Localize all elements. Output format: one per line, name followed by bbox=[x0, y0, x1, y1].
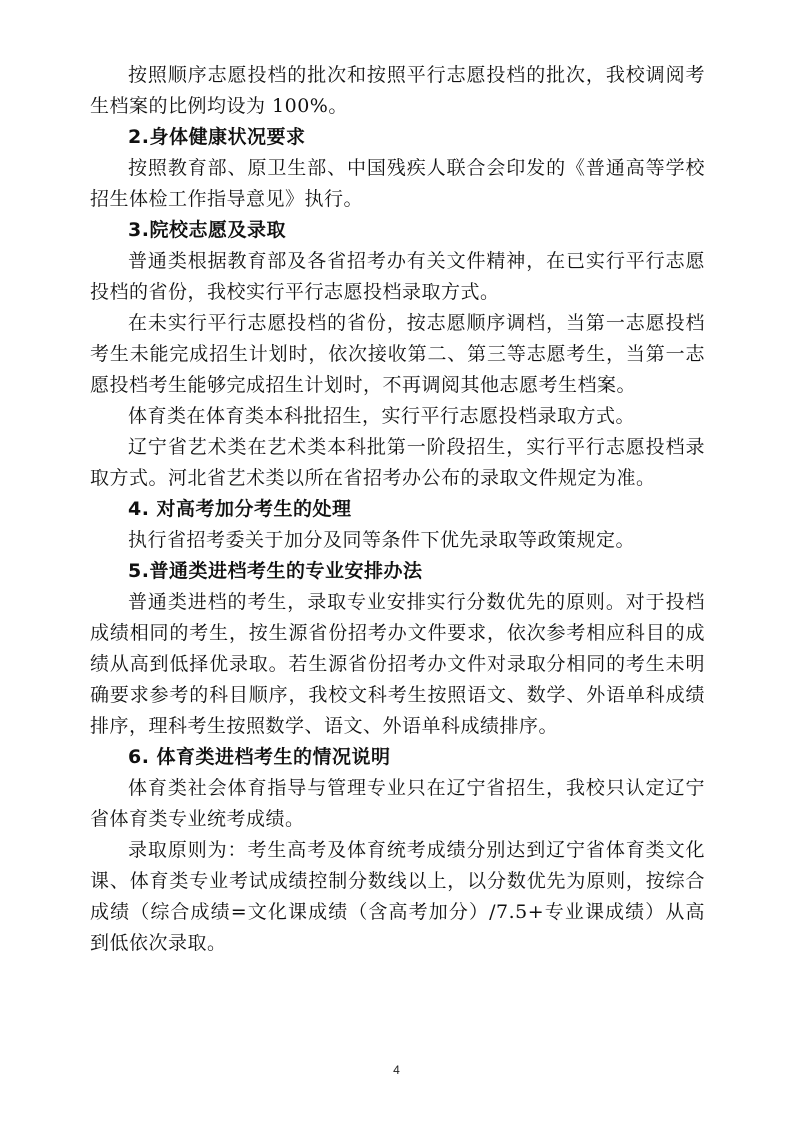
section-heading-sports-students: 6. 体育类进档考生的情况说明 bbox=[128, 746, 391, 768]
section-heading-bonus-points: 4. 对高考加分考生的处理 bbox=[128, 498, 352, 520]
section-heading-admission: 3.院校志愿及录取 bbox=[128, 219, 286, 241]
paragraph-health-requirement: 按照教育部、原卫生部、中国残疾人联合会印发的《普通高等学校招生体检工作指导意见》执行。 bbox=[90, 157, 705, 210]
document-body bbox=[90, 60, 705, 959]
paragraph-sports-admission: 体育类在体育类本科批招生，实行平行志愿投档录取方式。 bbox=[128, 405, 636, 427]
paragraph-sports-major: 体育类社会体育指导与管理专业只在辽宁省招生，我校只认定辽宁省体育类专业统考成绩。 bbox=[90, 777, 705, 830]
paragraph-major-arrangement: 普通类进档的考生，录取专业安排实行分数优先的原则。对于投档成绩相同的考生，按生源省份招考办文件要求，依次参考相应科目的成绩从高到低择优录取。若生源省份招考办文件对录取分相同的考生未明确要求参考的科目顺序，我校文科考生按照语文、数学、外语单科成绩排序，理科考生按照数学、语文、外语单科成绩排序。 bbox=[90, 591, 705, 737]
paragraph-art-admission: 辽宁省艺术类在艺术类本科批第一阶段招生，实行平行志愿投档录取方式。河北省艺术类以所在省招考办公布的录取文件规定为准。 bbox=[90, 436, 705, 489]
page-number: 4 bbox=[393, 1063, 400, 1077]
paragraph-sequential-volunteer: 在未实行平行志愿投档的省份，按志愿顺序调档，当第一志愿投档考生未能完成招生计划时，依次接收第二、第三等志愿考生，当第一志愿投档考生能够完成招生计划时，不再调阅其他志愿考生档案。 bbox=[90, 312, 705, 396]
paragraph-archive-ratio: 按照顺序志愿投档的批次和按照平行志愿投档的批次，我校调阅考生档案的比例均设为 100%。 bbox=[90, 64, 705, 117]
paragraph-bonus-policy: 执行省招考委关于加分及同等条件下优先录取等政策规定。 bbox=[128, 529, 636, 551]
paragraph-parallel-volunteer: 普通类根据教育部及各省招考办有关文件精神，在已实行平行志愿投档的省份，我校实行平行志愿投档录取方式。 bbox=[90, 250, 705, 303]
paragraph-admission-principle: 录取原则为：考生高考及体育统考成绩分别达到辽宁省体育类文化课、体育类专业考试成绩控制分数线以上，以分数优先为原则，按综合成绩（综合成绩=文化课成绩（含高考加分）/7.5+专业课成绩）从高到低依次录取。 bbox=[90, 839, 705, 954]
section-heading-health: 2.身体健康状况要求 bbox=[128, 126, 306, 148]
section-heading-major-arrangement: 5.普通类进档考生的专业安排办法 bbox=[128, 560, 423, 582]
